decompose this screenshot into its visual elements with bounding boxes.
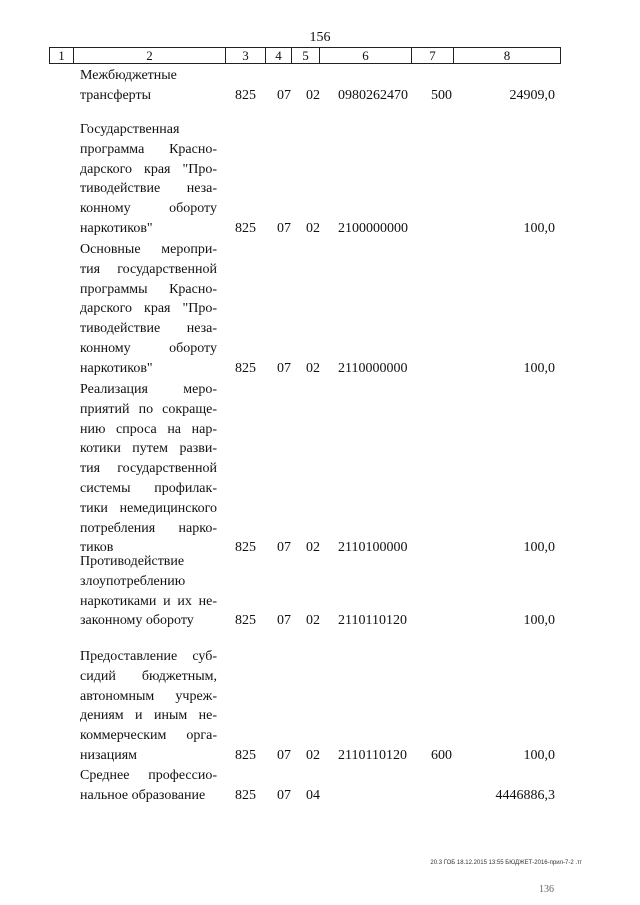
description-line: Межбюджетные	[80, 68, 177, 83]
description-line: наркотиков"	[80, 360, 153, 376]
description-line: автономным учреж-	[80, 688, 217, 704]
cell-column-6: 2100000000	[338, 221, 408, 236]
cell-column-4: 07	[277, 787, 291, 803]
description-line: наркотиками и их не-	[80, 593, 217, 609]
page-number: 156	[309, 30, 331, 45]
row-description	[80, 766, 217, 806]
table-header-row	[49, 47, 561, 64]
cell-column-5: 02	[306, 360, 320, 376]
cell-column-8: 100,0	[523, 360, 555, 376]
cell-column-8: 100,0	[523, 613, 555, 629]
description-line: Предоставление суб-	[80, 649, 217, 664]
description-line: тиков	[80, 540, 114, 556]
description-line: приятий по сокраще-	[80, 401, 217, 417]
description-line: Реализация меро-	[80, 382, 217, 397]
description-line: тия государственной	[80, 261, 217, 277]
cell-column-5: 02	[306, 748, 320, 763]
description-line: сидий бюджетным,	[80, 668, 217, 684]
row-description	[80, 380, 217, 558]
description-line: Среднее профессио-	[80, 768, 217, 783]
column-number-8: 8	[503, 48, 511, 63]
description-line: конному обороту	[80, 201, 217, 217]
footer-stamp: 20.3 ГОБ 18.12.2015 13:55 БЮДЖЕТ-2016-прил-7-2 .тг	[430, 860, 582, 866]
cell-column-8: 100,0	[523, 748, 555, 763]
cell-column-7: 600	[431, 748, 452, 763]
cell-column-6: 0980262470	[338, 87, 408, 103]
cell-column-3: 825	[235, 787, 256, 803]
column-number-7: 7	[412, 48, 454, 63]
column-number-3: 3	[226, 48, 266, 63]
row-description	[80, 552, 217, 631]
cell-column-3: 825	[235, 221, 256, 236]
description-line: конному обороту	[80, 340, 217, 356]
cell-column-5: 02	[306, 540, 320, 556]
description-line: дарского края "Про-	[80, 301, 217, 317]
cell-column-3: 825	[235, 748, 256, 763]
description-line: потребления нарко-	[80, 520, 217, 536]
cell-column-4: 07	[277, 221, 291, 236]
cell-column-8: 4446886,3	[495, 787, 555, 803]
description-line: тия государственной	[80, 461, 217, 477]
row-description	[80, 120, 217, 239]
row-description	[80, 647, 217, 766]
cell-column-4: 07	[277, 748, 291, 763]
cell-column-3: 825	[235, 540, 256, 556]
row-description	[80, 240, 217, 379]
description-line: нию спроса на нар-	[80, 421, 217, 437]
description-line: тиводействие неза-	[80, 321, 217, 337]
description-line: наркотиков"	[80, 220, 153, 236]
description-line: Государственная	[80, 122, 180, 137]
description-line: коммерческим орга-	[80, 728, 217, 744]
cell-column-8: 100,0	[523, 540, 555, 556]
column-number-2: 2	[74, 48, 226, 63]
description-line: программы Красно-	[80, 281, 217, 297]
column-number-4: 4	[266, 48, 292, 63]
cell-column-8: 100,0	[523, 221, 555, 236]
cell-column-6: 2110110120	[338, 613, 407, 629]
cell-column-5: 04	[306, 787, 320, 803]
column-number-5: 5	[292, 48, 320, 63]
description-line: нальное образование	[80, 787, 206, 803]
cell-column-3: 825	[235, 613, 256, 629]
description-line: низациям	[80, 747, 138, 763]
description-line: программа Красно-	[80, 141, 217, 157]
description-line: трансферты	[80, 87, 152, 103]
cell-column-8: 24909,0	[509, 87, 555, 103]
footer-mark: 136	[539, 884, 554, 895]
cell-column-6: 2110000000	[338, 360, 408, 376]
cell-column-4: 07	[277, 613, 291, 629]
cell-column-5: 02	[306, 221, 320, 236]
cell-column-6: 2110110120	[338, 748, 407, 763]
column-number-1: 1	[50, 48, 74, 63]
row-description	[80, 66, 217, 106]
cell-column-7: 500	[431, 87, 452, 103]
cell-column-3: 825	[235, 360, 256, 376]
description-line: законному обороту	[80, 613, 194, 629]
cell-column-5: 02	[306, 613, 320, 629]
description-line: Противодействие	[80, 554, 185, 569]
description-line: котики путем разви-	[80, 441, 217, 457]
column-number-6: 6	[320, 48, 412, 63]
cell-column-4: 07	[277, 360, 291, 376]
cell-column-6: 2110100000	[338, 540, 408, 556]
description-line: злоупотреблению	[80, 573, 186, 589]
description-line: тики немедицинского	[80, 500, 217, 516]
cell-column-3: 825	[235, 87, 256, 103]
cell-column-5: 02	[306, 87, 320, 103]
description-line: Основные меропри-	[80, 242, 217, 257]
cell-column-4: 07	[277, 540, 291, 556]
description-line: тиводействие неза-	[80, 181, 217, 197]
description-line: дениям и иным не-	[80, 708, 217, 724]
description-line: системы профилак-	[80, 480, 217, 496]
cell-column-4: 07	[277, 87, 291, 103]
description-line: дарского края "Про-	[80, 161, 217, 177]
